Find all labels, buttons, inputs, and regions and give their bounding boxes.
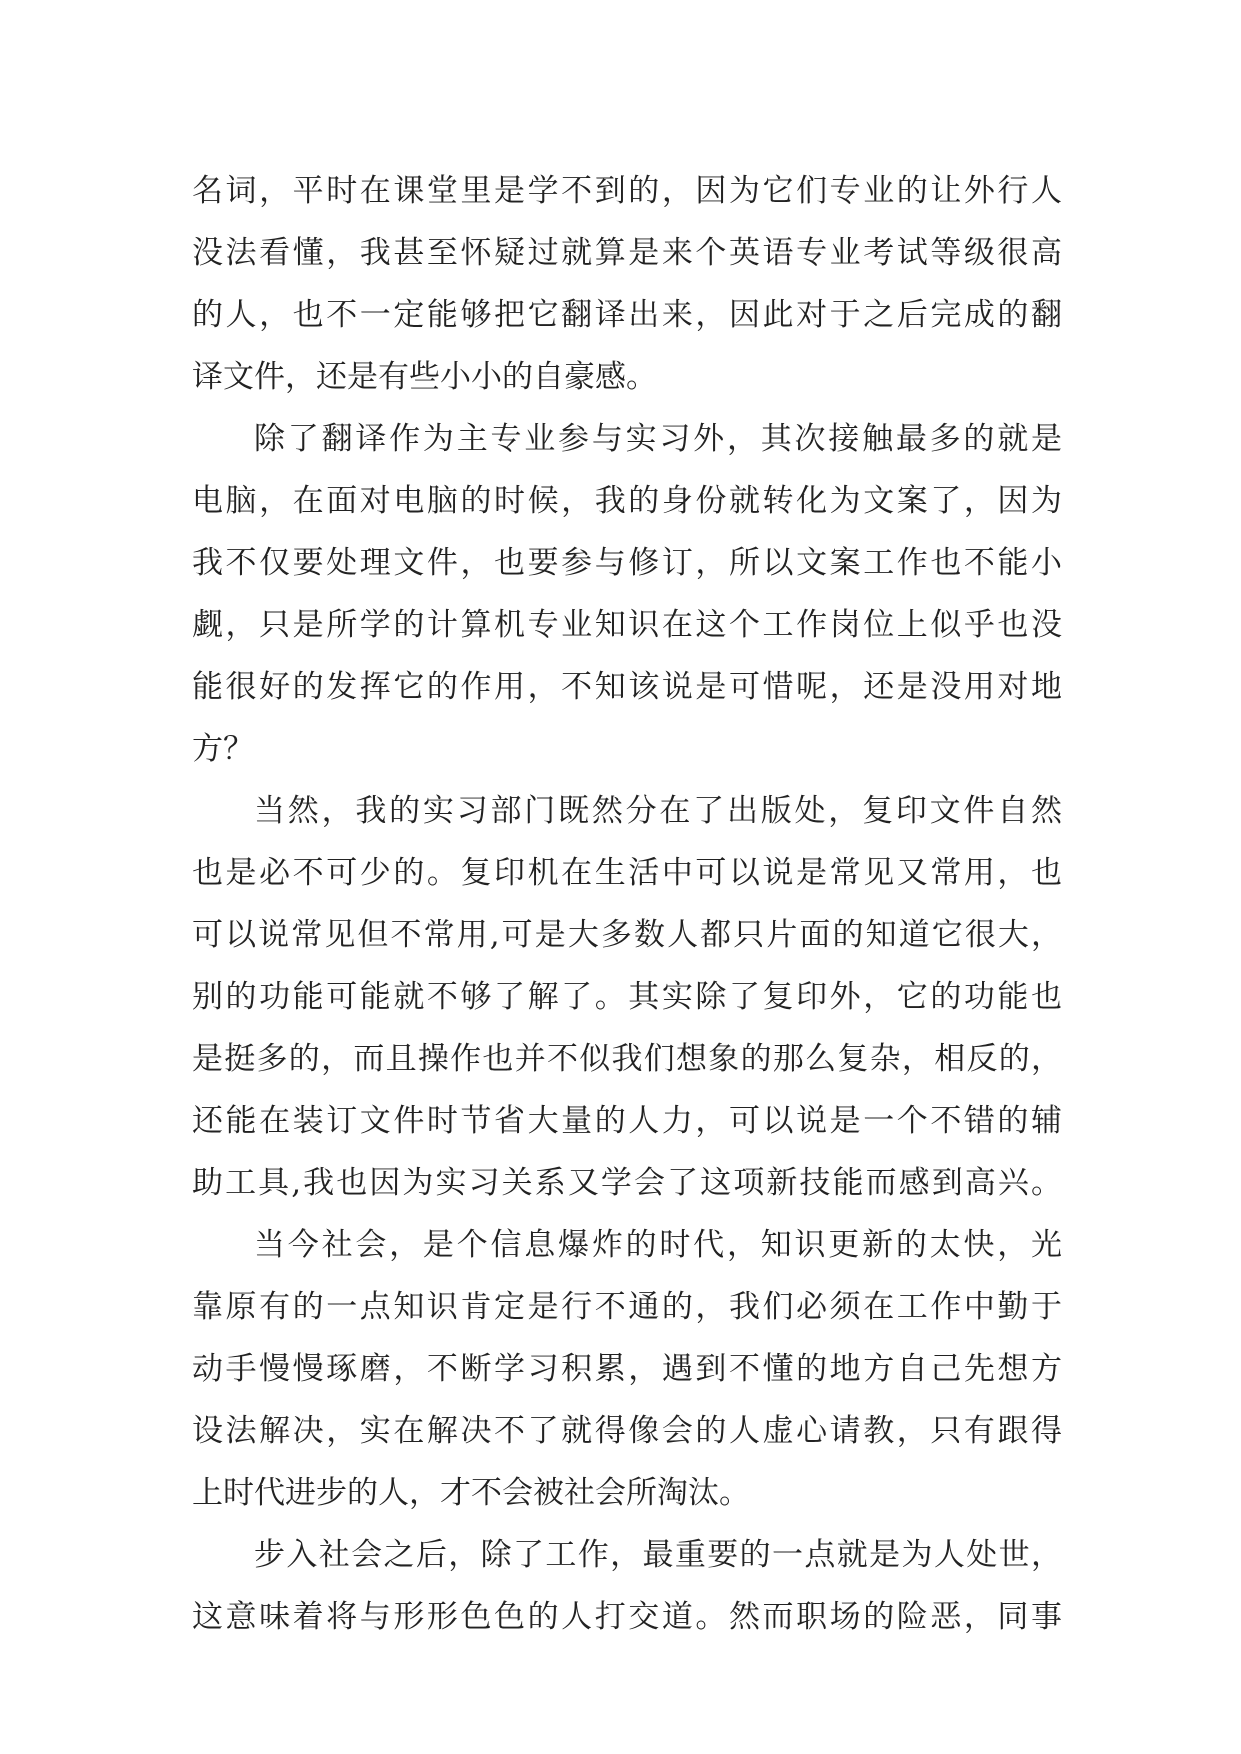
text-line: 还能在装订文件时节省大量的人力，可以说是一个不错的辅 <box>192 1103 1062 1139</box>
text-line: 也是必不可少的。复印机在生活中可以说是常见又常用，也 <box>192 855 1062 891</box>
body-text <box>192 160 1062 1648</box>
text-line: 是挺多的，而且操作也并不似我们想象的那么复杂，相反的， <box>192 1041 1062 1077</box>
text-line: 的人，也不一定能够把它翻译出来，因此对于之后完成的翻 <box>192 297 1062 333</box>
text-line: 别的功能可能就不够了解了。其实除了复印外，它的功能也 <box>192 979 1062 1015</box>
paragraph-end-line: 助工具,我也因为实习关系又学会了这项新技能而感到高兴。 <box>192 1165 1062 1201</box>
text-line: 设法解决，实在解决不了就得像会的人虚心请教，只有跟得 <box>192 1413 1062 1449</box>
text-line: 能很好的发挥它的作用，不知该说是可惜呢，还是没用对地 <box>192 669 1062 705</box>
text-line: 没法看懂，我甚至怀疑过就算是来个英语专业考试等级很高 <box>192 235 1062 271</box>
paragraph-start-line: 当今社会，是个信息爆炸的时代，知识更新的太快，光 <box>254 1227 1062 1263</box>
text-line: 可以说常见但不常用,可是大多数人都只片面的知道它很大， <box>192 917 1062 953</box>
paragraph-end-line: 方？ <box>192 731 254 767</box>
text-line: 靠原有的一点知识肯定是行不通的，我们必须在工作中勤于 <box>192 1289 1062 1325</box>
text-line: 这意味着将与形形色色的人打交道。然而职场的险恶，同事 <box>192 1599 1062 1635</box>
paragraph-start-line: 步入社会之后，除了工作，最重要的一点就是为人处世， <box>254 1537 1062 1573</box>
paragraph-end-line: 上时代进步的人，才不会被社会所淘汰。 <box>192 1475 750 1511</box>
paragraph-end-line: 译文件，还是有些小小的自豪感。 <box>192 359 657 395</box>
paragraph-start-line: 除了翻译作为主专业参与实习外，其次接触最多的就是 <box>254 421 1062 457</box>
text-line: 觑，只是所学的计算机专业知识在这个工作岗位上似乎也没 <box>192 607 1062 643</box>
text-line: 电脑，在面对电脑的时候，我的身份就转化为文案了，因为 <box>192 483 1062 519</box>
paragraph-start-line: 当然，我的实习部门既然分在了出版处，复印文件自然 <box>254 793 1062 829</box>
text-line: 我不仅要处理文件，也要参与修订，所以文案工作也不能小 <box>192 545 1062 581</box>
text-line: 动手慢慢琢磨，不断学习积累，遇到不懂的地方自己先想方 <box>192 1351 1062 1387</box>
text-line: 名词，平时在课堂里是学不到的，因为它们专业的让外行人 <box>192 173 1062 209</box>
